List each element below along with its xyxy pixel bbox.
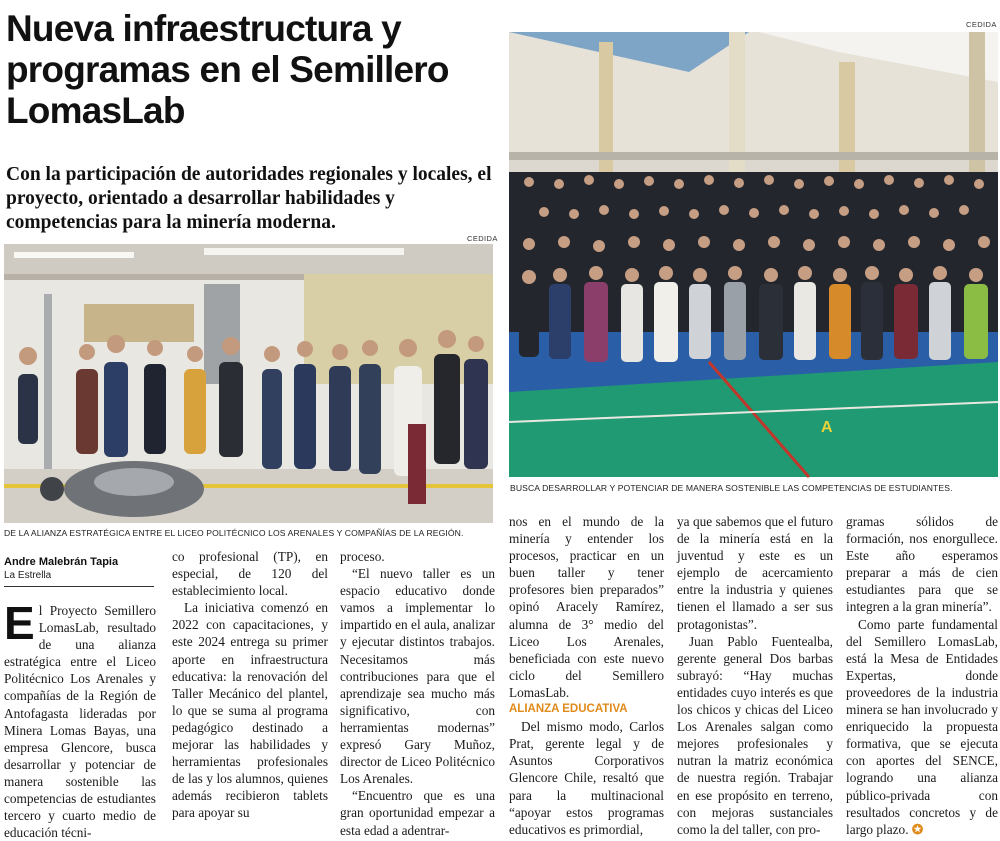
right-photo-credit: CEDIDA (966, 20, 997, 29)
byline-divider (4, 586, 154, 587)
paragraph: proceso. (340, 549, 385, 564)
article-column-3 (340, 548, 495, 838)
paragraph: Juan Pablo Fuentealba, gerente general Dos barbas subrayó: “Hay muchas entidades cuyo interés es que los chicos y chicas del Liceo Los Arenales salgan como mejores profesionales y nutran la matriz económica de nuestra región. Trabajar en ese propósito en terreno, con mejoras sustanciales como la del taller, con pro- (677, 633, 833, 837)
group-photo (509, 32, 998, 477)
headline: Nueva infraestructura y programas en el Semillero LomasLab (6, 8, 449, 131)
svg-text:A: A (821, 419, 833, 436)
section-heading: ALIANZA EDUCATIVA (509, 703, 628, 716)
paragraph: “Encuentro que es una gran oportunidad empezar a esta edad a adentrar- (340, 788, 495, 838)
byline-author: Andre Malebrán Tapia (4, 556, 119, 568)
right-photo-caption: BUSCA DESARROLLAR Y POTENCIAR DE MANERA SOSTENIBLE LAS COMPETENCIAS DE ESTUDIANTES. (510, 483, 953, 493)
left-photo-credit: CEDIDA (467, 234, 498, 243)
article-column-1 (4, 597, 156, 841)
article-column-2 (172, 548, 328, 826)
paragraph: nos en el mundo de la minería y entender los procesos, practicar en un buen taller y tener profesores bien preparados” opinó Aracely Ramírez, alumna de 3° medio del Liceo Los Arenales, beneficiada con este nuevo ciclo del Semillero LomasLab. (509, 514, 664, 700)
paragraph: gramas sólidos de formación, nos enorgullece. Este año esperamos preparar a más de cien estudiantes para que se integren a la gran minería”. (846, 514, 998, 615)
byline-source: La Estrella (4, 570, 52, 581)
article-column-6 (846, 513, 998, 837)
paragraph: Como parte fundamental del Semillero LomasLab, está la Mesa de Entidades Expertas, donde proveedores de la industria minera se han involucrado y enriquecido la propuesta formativa, que se ejecuta con aportes del SENCE, logrando una alianza público-privada con resultados concretos y de largo plazo. ✪ (846, 616, 998, 837)
left-photo-caption: DE LA ALIANZA ESTRATÉGICA ENTRE EL LICEO POLITÉCNICO LOS ARENALES Y COMPAÑÍAS DE LA REGIÓN. (4, 528, 464, 538)
paragraph: ya que sabemos que el futuro de la minería está en la juventud y este es un ejemplo de acercamiento entre la industria y quienes tienen el llamado a ser sus protagonistas”. (677, 514, 833, 632)
article-column-5 (677, 513, 833, 837)
subheadline: Con la participación de autoridades regionales y locales, el proyecto, orientado a desarrollar habilidades y competencias para la minería moderna. (6, 164, 492, 233)
paragraph: “El nuevo taller es un espacio educativo donde vamos a implementar lo impartido en el aula, analizar y ejecutar distintos trabajos. Necesitamos más contribuciones para que el aprendizaje sea mucho más significativo, con herramientas modernas” expresó Gary Muñoz, director de Liceo Politécnico Los Arenales. (340, 566, 495, 787)
paragraph: Del mismo modo, Carlos Prat, gerente legal y de Asuntos Corporativos Glencore Chile, resaltó que para la multinacional “apoyar estos programas educativos es primordial, (509, 719, 664, 837)
paragraph: co profesional (TP), en especial, de 120 del establecimiento local. (172, 549, 328, 599)
paragraph: La iniciativa comenzó en 2022 con capacitaciones, y este 2024 entrega su primer aporte en infraestructura educativa: la renovación del Taller Mecánico del plantel, lo que se suma al programa pedagógico destinado a mejorar las habilidades y herramientas profesionales de las y los alumnos, quienes además recibieron tablets para apoyar su (172, 600, 328, 821)
dropcap: E (4, 597, 35, 649)
article-column-4 (509, 513, 664, 837)
workshop-photo (4, 244, 493, 523)
paragraph: El Proyecto Semillero LomasLab, resultado de una alianza estratégica entre el Liceo Politécnico Los Arenales y compañías de la Región de Antofagasta lideradas por Minera Lomas Bayas, una empresa Glencore, busca desarrollar y potenciar de manera sostenible las competencias de estudiantes tercero y cuarto medio de educación técni- (4, 597, 156, 841)
end-mark-icon: ✪ (911, 821, 924, 837)
